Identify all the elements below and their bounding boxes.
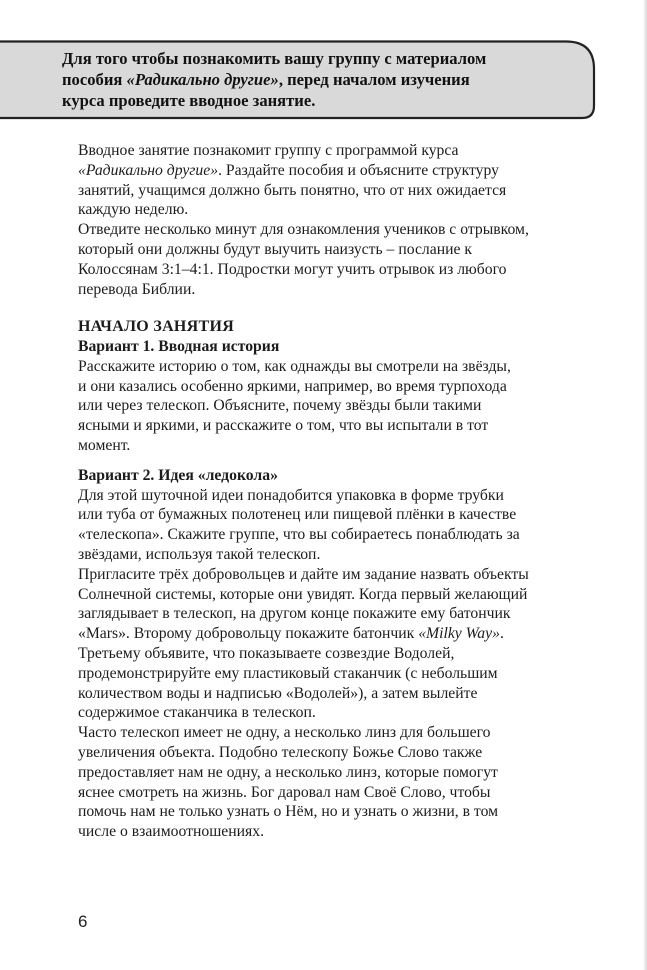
text-line: количеством воды и надписью «Водолей»), а затем вылейте [78,684,478,702]
text-line: перевода Библии. [78,280,196,298]
text-line: каждую неделю. [78,201,189,219]
text-line: Вводное занятие познакомит группу с программой курса [78,142,459,159]
callout-line-2-suffix: , перед началом изучения [278,69,470,89]
variant-1-title: Вариант 1. Вводная история [78,337,280,355]
text-line: который они должны будут выучить наизусть – послание к [78,240,473,258]
text-line: момент. [78,436,131,454]
scan-edge-shadow [643,0,647,970]
intro-paragraph-2 [78,220,598,299]
text-line: . Раздайте пособия и объясните структуру [218,161,500,179]
text-line: содержимое стаканчика в телескоп. [78,704,316,722]
text-line: помочь нам не только узнать о Нём, но и узнать о жизни, в том [78,803,499,821]
callout-course-title: «Радикально другие» [126,69,279,89]
text-line: занятий, учащимся должно быть понятно, что от них ожидается [78,181,507,199]
text-line: предоставляет нам не одну, а несколько линз, которые помогут [78,763,498,781]
text-line: или через телескоп. Объясните, почему звёзды были такими [78,397,482,415]
text-line: «Mars». Второму добровольцу покажите батончик [78,625,419,643]
text-line: Колоссянам 3:1–4:1. Подростки могут учить отрывок из любого [78,260,507,278]
text-line: заглядывает в телескоп, на другом конце покажите ему батончик [78,605,511,623]
text-line: Отведите несколько минут для ознакомления учеников с отрывком, [78,221,529,239]
text-line: Солнечной системы, которые они увидят. Когда первый желающий [78,585,528,603]
main-text [78,141,598,842]
section-heading: НАЧАЛО ЗАНЯТИЯ [78,318,235,336]
variant-2-title: Вариант 2. Идея «ледокола» [78,466,278,484]
intro-paragraph-1 [78,141,598,220]
callout-text [62,49,590,111]
course-title-italic: «Радикально другие» [78,161,219,179]
text-line: яснее смотреть на жизнь. Бог даровал нам Своё Слово, чтобы [78,783,491,801]
intro-callout-box [0,40,598,120]
callout-line-1: Для того чтобы познакомить вашу группу с материалом [62,49,487,68]
text-line: увеличения объекта. Подобно телескопу Божье Слово также [78,743,483,761]
callout-line-3: курса проведите вводное занятие. [62,90,316,110]
text-line: Расскажите историю о том, как однажды вы смотрели на звёзды, [78,357,511,375]
text-line: ясными и яркими, и расскажите о том, что вы испытали в тот [78,417,489,435]
text-line: и они казались особенно яркими, например, во время турпохода [78,377,507,395]
text-line: Пригласите трёх добровольцев и дайте им задание назвать объекты [78,565,529,583]
text-line: числе о взаимоотношениях. [78,823,265,841]
brand-italic: «Milky Way» [418,625,500,643]
text-line: Для этой шуточной идеи понадобится упаковка в форме трубки [78,486,504,504]
variant-1-text [78,357,598,456]
text-line: . [499,625,504,643]
callout-line-2 [62,70,590,91]
text-line: звёздами, используя такой телескоп. [78,545,321,563]
text-line: или туба от бумажных полотенец или пищевой плёнки в качестве [78,506,517,524]
text-line: Третьему объявите, что показываете созвездие Водолей, [78,644,455,662]
callout-line-2-prefix: пособия [62,69,127,89]
variant-2-text [78,486,598,842]
text-line: Часто телескоп имеет не одну, а несколько линз для большего [78,724,491,742]
text-line: «телескопа». Скажите группе, что вы собираетесь понаблюдать за [78,526,520,544]
page-number: 6 [78,912,88,931]
text-line: продемонстрируйте ему пластиковый стаканчик (с небольшим [78,664,498,682]
